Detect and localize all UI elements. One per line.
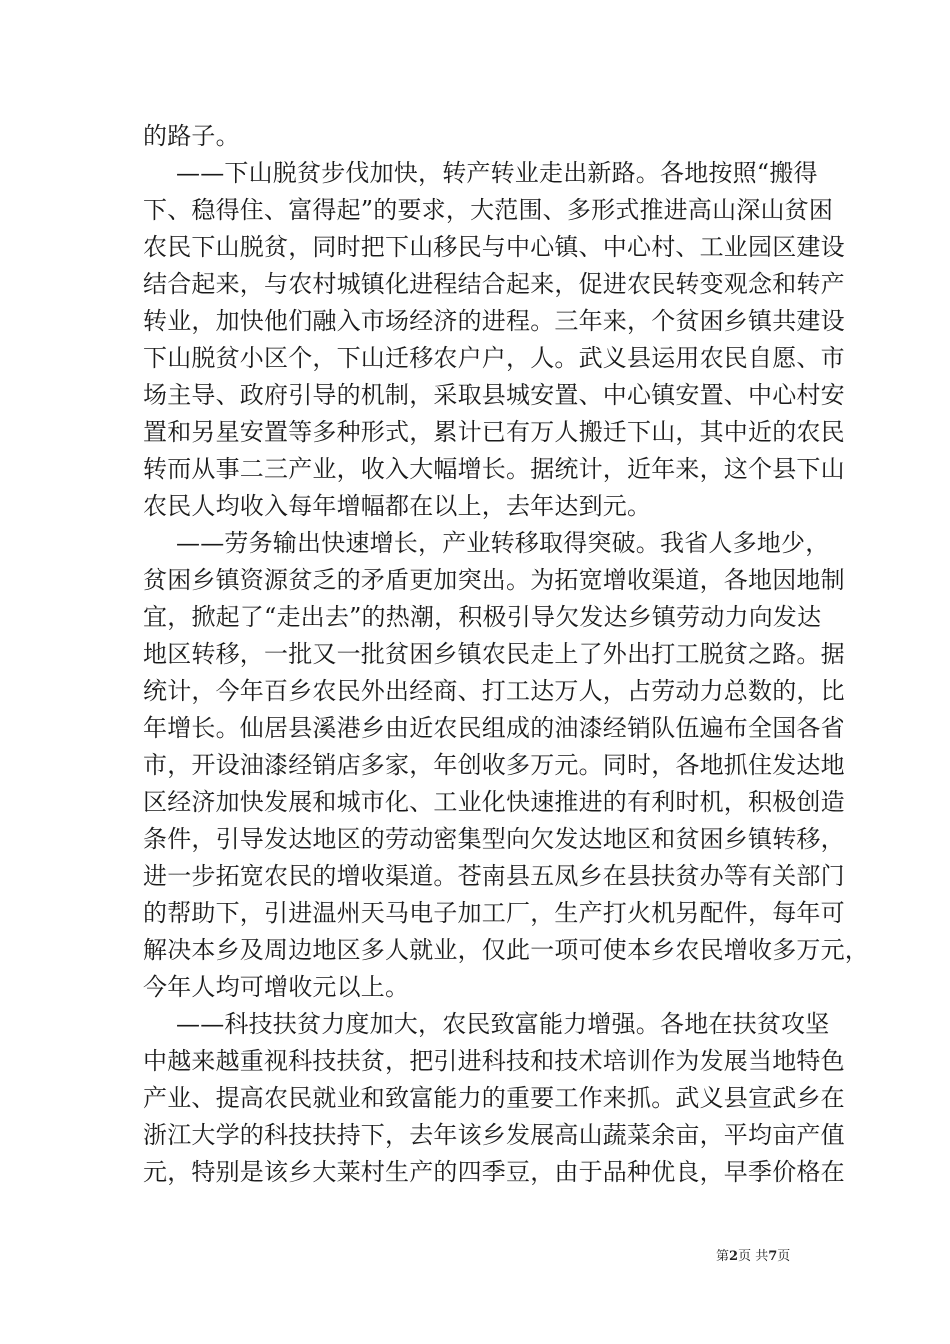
- current-page-number: 2: [729, 1249, 739, 1264]
- text-line: 区经济加快发展和城市化、工业化快速推进的有利时机，积极创造: [143, 788, 845, 816]
- text-line: 转业，加快他们融入市场经济的进程。三年来，个贫困乡镇共建设: [143, 307, 845, 335]
- text-line: 场主导、政府引导的机制，采取县城安置、中心镇安置、中心村安: [143, 381, 845, 409]
- text-line: 解决本乡及周边地区多人就业，仅此一项可使本乡农民增收多万元，: [143, 936, 869, 964]
- footer-suffix: 页: [777, 1249, 791, 1264]
- text-line: 置和另星安置等多种形式，累计已有万人搬迁下山，其中近的农民: [143, 418, 845, 446]
- footer-middle: 页 共: [738, 1249, 769, 1264]
- total-pages-number: 7: [768, 1249, 778, 1264]
- footer-prefix: 第: [716, 1249, 730, 1264]
- text-line: 地区转移，一批又一批贫困乡镇农民走上了外出打工脱贫之路。据: [143, 640, 845, 668]
- text-line: 产业、提高农民就业和致富能力的重要工作来抓。武义县宣武乡在: [143, 1084, 845, 1112]
- text-line: ——下山脱贫步伐加快，转产转业走出新路。各地按照“搬得: [176, 159, 818, 187]
- text-line: 条件，引导发达地区的劳动密集型向欠发达地区和贫困乡镇转移，: [143, 825, 845, 853]
- text-line: 统计，今年百乡农民外出经商、打工达万人，占劳动力总数的，比: [143, 677, 845, 705]
- text-line: 浙江大学的科技扶持下，去年该乡发展高山蔬菜余亩，平均亩产值: [143, 1121, 845, 1149]
- text-line: 年增长。仙居县溪港乡由近农民组成的油漆经销队伍遍布全国各省: [143, 714, 845, 742]
- text-line: 元，特别是该乡大莱村生产的四季豆，由于品种优良，早季价格在: [143, 1158, 845, 1186]
- text-line: ——科技扶贫力度加大，农民致富能力增强。各地在扶贫攻坚: [176, 1010, 830, 1038]
- text-line: 农民下山脱贫，同时把下山移民与中心镇、中心村、工业园区建设: [143, 233, 845, 261]
- text-line: 农民人均收入每年增幅都在以上，去年达到元。: [143, 492, 652, 520]
- text-line: 宜，掀起了“走出去”的热潮，积极引导欠发达乡镇劳动力向发达: [143, 603, 822, 631]
- text-line: 转而从事二三产业，收入大幅增长。据统计，近年来，这个县下山: [143, 455, 845, 483]
- text-line: 的路子。: [143, 122, 240, 150]
- text-line: ——劳务输出快速增长，产业转移取得突破。我省人多地少，: [176, 529, 830, 557]
- text-line: 的帮助下，引进温州天马电子加工厂，生产打火机另配件，每年可: [143, 899, 845, 927]
- text-line: 结合起来，与农村城镇化进程结合起来，促进农民转变观念和转产: [143, 270, 845, 298]
- page-footer: [716, 1249, 790, 1265]
- text-line: 中越来越重视科技扶贫，把引进科技和技术培训作为发展当地特色: [143, 1047, 845, 1075]
- text-line: 进一步拓宽农民的增收渠道。苍南县五凤乡在县扶贫办等有关部门: [143, 862, 845, 890]
- text-line: 市，开设油漆经销店多家，年创收多万元。同时，各地抓住发达地: [143, 751, 845, 779]
- text-line: 下、稳得住、富得起”的要求，大范围、多形式推进高山深山贫困: [143, 196, 834, 224]
- text-line: 下山脱贫小区个，下山迁移农户户，人。武义县运用农民自愿、市: [143, 344, 845, 372]
- text-line: 今年人均可增收元以上。: [143, 973, 410, 1001]
- text-line: 贫困乡镇资源贫乏的矛盾更加突出。为拓宽增收渠道，各地因地制: [143, 566, 845, 594]
